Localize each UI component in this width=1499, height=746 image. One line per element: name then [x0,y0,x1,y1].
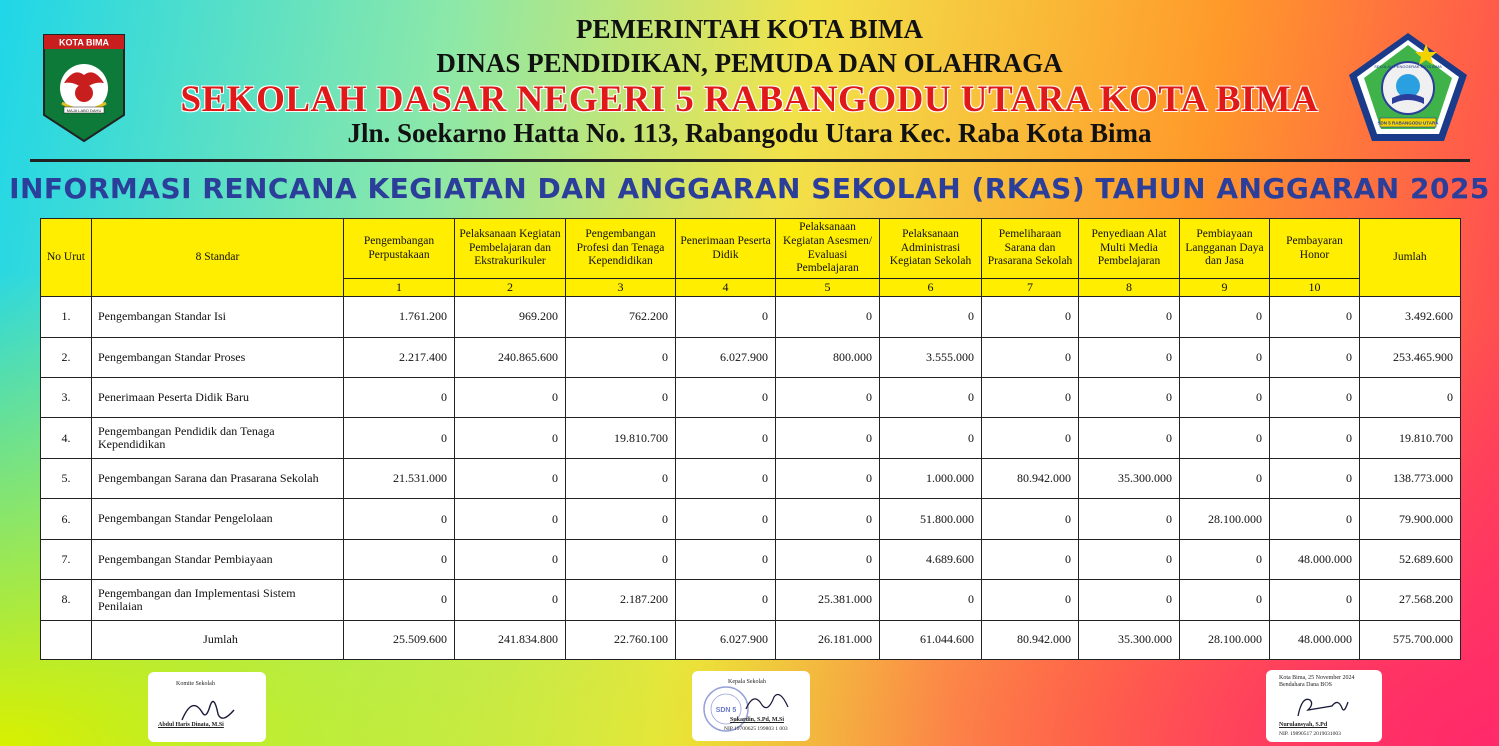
row-standard-name: Pengembangan dan Implementasi Sistem Penilaian [92,580,344,620]
amount-cell: 0 [455,378,566,418]
amount-cell: 0 [1180,580,1270,620]
row-standard-name: Penerimaan Peserta Didik Baru [92,378,344,418]
signature-role: Kepala Sekolah [728,679,766,685]
total-cell: 26.181.000 [776,620,880,659]
table-row [41,297,1461,337]
amount-cell: 0 [566,458,676,498]
svg-text:KOTA BIMA: KOTA BIMA [59,37,109,48]
total-cell: 6.027.900 [676,620,776,659]
signature-nip: NIP. 19890517 2019031003 [1279,731,1341,737]
amount-cell: 0 [455,539,566,579]
header-total: Jumlah [1360,219,1461,297]
amount-cell: 0 [344,539,455,579]
header-col-4: Penerimaan Peserta Didik [676,219,776,279]
row-number: 7. [41,539,92,579]
row-standard-name: Pengembangan Standar Pengelolaan [92,499,344,539]
amount-cell: 0 [982,337,1079,377]
amount-cell: 0 [1079,378,1180,418]
total-cell: 22.760.100 [566,620,676,659]
col-number: 5 [776,279,880,297]
amount-cell: 762.200 [566,297,676,337]
amount-cell: 3.555.000 [880,337,982,377]
header-col-2: Pelaksanaan Kegiatan Pembelajaran dan Ekstrakurikuler [455,219,566,279]
amount-cell: 80.942.000 [982,458,1079,498]
amount-cell: 0 [1270,378,1360,418]
amount-cell: 0 [676,378,776,418]
total-cell: 48.000.000 [1270,620,1360,659]
amount-cell: 0 [1270,297,1360,337]
amount-cell: 28.100.000 [1180,499,1270,539]
signature-komite [148,672,266,742]
header-col-5: Pelaksanaan Kegiatan Asesmen/ Evaluasi Pembelajaran [776,219,880,279]
signature-role: Komite Sekolah [176,681,215,687]
header-no: No Urut [41,219,92,297]
signature-bendahara [1266,670,1382,742]
amount-cell: 0 [776,499,880,539]
signature-scribble-icon [1292,690,1352,722]
row-total-cell: 27.568.200 [1360,580,1461,620]
table-row [41,337,1461,377]
amount-cell: 0 [1270,337,1360,377]
header-col-7: Pemeliharaan Sarana dan Prasarana Sekolah [982,219,1079,279]
amount-cell: 1.000.000 [880,458,982,498]
amount-cell: 0 [880,580,982,620]
total-cell: 241.834.800 [455,620,566,659]
row-total-cell: 52.689.600 [1360,539,1461,579]
amount-cell: 0 [455,499,566,539]
amount-cell: 51.800.000 [880,499,982,539]
total-cell: 25.509.600 [344,620,455,659]
signature-date: Kota Bima, 25 November 2024 [1279,675,1355,681]
total-cell: 61.044.600 [880,620,982,659]
amount-cell: 0 [880,297,982,337]
svg-text:SDN 5: SDN 5 [715,707,737,714]
col-number: 6 [880,279,982,297]
amount-cell: 0 [676,297,776,337]
amount-cell: 0 [566,539,676,579]
svg-text:SEKOLAH PENGGERAK KOTA BIMA: SEKOLAH PENGGERAK KOTA BIMA [1374,64,1442,69]
school-name: SEKOLAH DASAR NEGERI 5 RABANGODU UTARA KOTA BIMA [180,79,1319,120]
amount-cell: 1.761.200 [344,297,455,337]
amount-cell: 0 [1079,580,1180,620]
signature-scribble-icon [742,687,792,717]
header-divider [30,159,1470,162]
table-body [41,297,1461,660]
amount-cell: 0 [676,418,776,458]
amount-cell: 35.300.000 [1079,458,1180,498]
col-number: 8 [1079,279,1180,297]
header-col-8: Penyediaan Alat Multi Media Pembelajaran [1079,219,1180,279]
header-col-1: Pengembangan Perpustakaan [344,219,455,279]
amount-cell: 0 [982,418,1079,458]
row-total-cell: 3.492.600 [1360,297,1461,337]
amount-cell: 0 [982,499,1079,539]
amount-cell: 0 [1270,499,1360,539]
row-number: 1. [41,297,92,337]
amount-cell: 0 [982,297,1079,337]
amount-cell: 2.217.400 [344,337,455,377]
table-row [41,418,1461,458]
svg-text:SDN 5 RABANGODU UTARA: SDN 5 RABANGODU UTARA [1377,120,1439,126]
amount-cell: 0 [776,297,880,337]
amount-cell: 0 [1270,418,1360,458]
table-row [41,580,1461,620]
department-name: DINAS PENDIDIKAN, PEMUDA DAN OLAHRAGA [436,48,1063,78]
row-number: 2. [41,337,92,377]
row-total-cell: 138.773.000 [1360,458,1461,498]
amount-cell: 0 [455,580,566,620]
signature-name: Abdul Haris Dinata, M.Si [158,722,224,728]
amount-cell: 0 [344,499,455,539]
school-address: Jln. Soekarno Hatta No. 113, Rabangodu Utara Kec. Raba Kota Bima [347,118,1152,148]
row-standard-name: Pengembangan Standar Pembiayaan [92,539,344,579]
amount-cell: 0 [455,418,566,458]
amount-cell: 0 [1180,297,1270,337]
amount-cell: 0 [676,580,776,620]
row-number: 8. [41,580,92,620]
amount-cell: 0 [1079,297,1180,337]
total-label: Jumlah [92,620,344,659]
row-total-cell: 19.810.700 [1360,418,1461,458]
amount-cell: 0 [1270,458,1360,498]
amount-cell: 0 [982,580,1079,620]
total-no-cell [41,620,92,659]
amount-cell: 2.187.200 [566,580,676,620]
amount-cell: 21.531.000 [344,458,455,498]
row-number: 3. [41,378,92,418]
table-row [41,378,1461,418]
amount-cell: 0 [676,539,776,579]
amount-cell: 48.000.000 [1270,539,1360,579]
table-row [41,499,1461,539]
amount-cell: 0 [776,539,880,579]
header-col-6: Pelaksanaan Administrasi Kegiatan Sekolah [880,219,982,279]
amount-cell: 0 [1180,337,1270,377]
rkas-table [40,218,1461,660]
amount-cell: 0 [1180,458,1270,498]
total-cell: 35.300.000 [1079,620,1180,659]
row-standard-name: Pengembangan Sarana dan Prasarana Sekolah [92,458,344,498]
amount-cell: 0 [1079,337,1180,377]
amount-cell: 969.200 [455,297,566,337]
total-cell: 28.100.000 [1180,620,1270,659]
amount-cell: 0 [455,458,566,498]
col-number: 4 [676,279,776,297]
amount-cell: 0 [1180,418,1270,458]
signature-name: Sukardin, S.Pd, M.Si [730,717,785,723]
amount-cell: 0 [880,418,982,458]
amount-cell: 19.810.700 [566,418,676,458]
amount-cell: 0 [566,337,676,377]
amount-cell: 4.689.600 [880,539,982,579]
total-cell: 80.942.000 [982,620,1079,659]
row-total-cell: 253.465.900 [1360,337,1461,377]
amount-cell: 0 [776,378,880,418]
amount-cell: 0 [566,499,676,539]
amount-cell: 0 [982,539,1079,579]
row-number: 5. [41,458,92,498]
amount-cell: 0 [1079,418,1180,458]
signature-role: Bendahara Dana BOS [1279,682,1332,688]
amount-cell: 0 [776,458,880,498]
row-number: 4. [41,418,92,458]
col-number: 7 [982,279,1079,297]
amount-cell: 0 [344,418,455,458]
row-standard-name: Pengembangan Standar Proses [92,337,344,377]
signature-name: Nurulansyah, S.Pd [1279,722,1328,728]
amount-cell: 800.000 [776,337,880,377]
sekolah-penggerak-emblem-icon [1346,30,1470,144]
amount-cell: 6.027.900 [676,337,776,377]
amount-cell: 0 [1180,539,1270,579]
amount-cell: 0 [880,378,982,418]
table-row [41,458,1461,498]
amount-cell: 0 [566,378,676,418]
amount-cell: 240.865.600 [455,337,566,377]
amount-cell: 0 [344,378,455,418]
grand-total-cell: 575.700.000 [1360,620,1461,659]
amount-cell: 0 [1079,539,1180,579]
row-total-cell: 79.900.000 [1360,499,1461,539]
document-title: INFORMASI RENCANA KEGIATAN DAN ANGGARAN SEKOLAH (RKAS) TAHUN ANGGARAN 2025 [9,172,1490,205]
signature-kepala-sekolah [692,671,810,741]
amount-cell: 0 [676,458,776,498]
amount-cell: 0 [344,580,455,620]
total-row [41,620,1461,659]
row-standard-name: Pengembangan Standar Isi [92,297,344,337]
col-number: 9 [1180,279,1270,297]
table-header-row [41,219,1461,279]
amount-cell: 0 [776,418,880,458]
header-col-10: Pembayaran Honor [1270,219,1360,279]
amount-cell: 0 [1079,499,1180,539]
amount-cell: 0 [676,499,776,539]
svg-text:MAJA LABO DAHU: MAJA LABO DAHU [66,108,102,113]
amount-cell: 0 [982,378,1079,418]
amount-cell: 0 [1180,378,1270,418]
col-number: 3 [566,279,676,297]
header-standard: 8 Standar [92,219,344,297]
col-number: 2 [455,279,566,297]
letterhead [0,0,1499,160]
col-number: 1 [344,279,455,297]
amount-cell: 25.381.000 [776,580,880,620]
col-number: 10 [1270,279,1360,297]
signature-nip: NIP 19700625 199803 1 003 [724,726,788,732]
government-name: PEMERINTAH KOTA BIMA [575,14,924,44]
row-number: 6. [41,499,92,539]
header-col-3: Pengembangan Profesi dan Tenaga Kependidikan [566,219,676,279]
row-total-cell: 0 [1360,378,1461,418]
amount-cell: 0 [1270,580,1360,620]
table-row [41,539,1461,579]
row-standard-name: Pengembangan Pendidik dan Tenaga Kependidikan [92,418,344,458]
header-col-9: Pembiayaan Langganan Daya dan Jasa [1180,219,1270,279]
